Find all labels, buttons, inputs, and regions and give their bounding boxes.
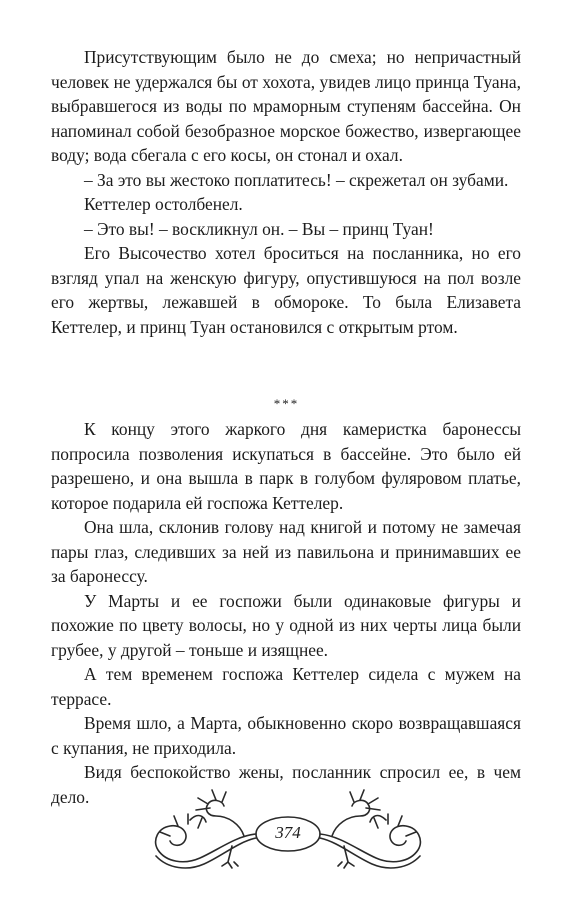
text-block-bottom [51, 417, 521, 809]
paragraph: У Марты и ее госпожи были одинаковые фигуры и похожие по цвету волосы, но у одной из них черты лица были грубее, у другой – тоньше и изящнее. [51, 590, 521, 660]
paragraph: – Это вы! – воскликнул он. – Вы – принц Туан! [84, 218, 434, 239]
paragraph: К концу этого жаркого дня камеристка баронессы попросила позволения искупаться в бассейне. Это было ей разрешено, и она вышла в парк в голубом фуляровом платье, которое подарила ей госпожа Кеттелер. [51, 419, 521, 513]
section-separator: *** [273, 396, 300, 411]
paragraph: Она шла, склонив голову над книгой и потому не замечая пары глаз, следивших за ней из павильона и принимавших ее за баронессу. [51, 517, 521, 586]
paragraph: Видя беспокойство жены, посланник спросил ее, в чем дело. [51, 762, 521, 807]
page-number: 374 [275, 823, 301, 842]
paragraph: Присутствующим было не до смеха; но непричастный человек не удержался бы от хохота, увидев лицо принца Туана, выбравшегося из воды по мраморным ступеням бассейна. Он напоминал собой безобразное морское божество, извергающее воду; вода сбегала с его косы, он стонал и охал. [51, 47, 521, 165]
paragraph: Кеттелер остолбенел. [84, 194, 243, 214]
paragraph: А тем временем госпожа Кеттелер сидела с мужем на террасе. [51, 664, 521, 709]
text-block-top [51, 45, 521, 339]
paragraph: – За это вы жестоко поплатитесь! – скрежетал он зубами. [84, 169, 509, 190]
paragraph: Время шло, а Марта, обыкновенно скоро возвращавшаяся с купания, не приходила. [51, 713, 521, 758]
paragraph: Его Высочество хотел броситься на посланника, но его взгляд упал на женскую фигуру, опустившуюся на пол возле его жертвы, лежавшей в обмороке. То была Елизавета Кеттелер, и принц Туан остановился с открытым ртом. [51, 243, 521, 337]
